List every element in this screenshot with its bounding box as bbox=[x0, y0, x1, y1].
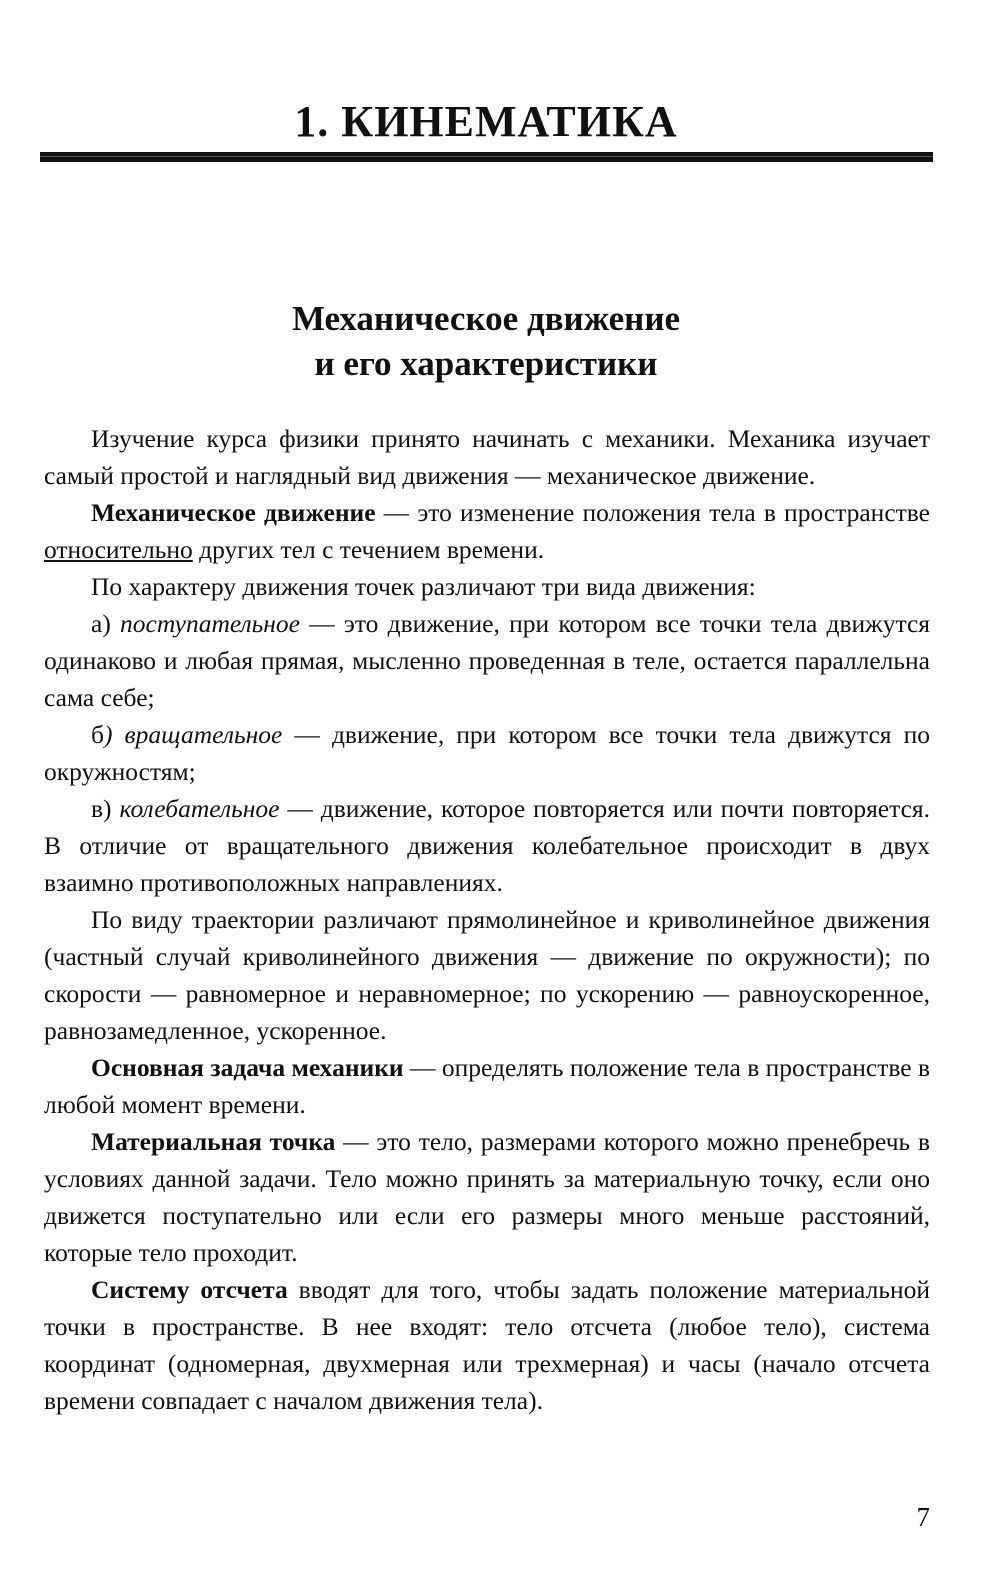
term-translational: поступательное bbox=[120, 609, 300, 638]
paragraph-definition-motion: Механическое движение — это изменение положения тела в пространстве относительно других тел с течением времени. bbox=[44, 498, 930, 564]
section-title bbox=[40, 296, 932, 386]
term-main-task: Основная задача механики bbox=[91, 1053, 404, 1082]
body-text bbox=[44, 420, 930, 1419]
chapter-title: 1. КИНЕМАТИКА bbox=[294, 97, 678, 146]
list-item-translational: а) поступательное — это движение, при котором все точки тела движутся одинаково и любая прямая, мысленно проведенная в теле, остается параллельна сама себе; bbox=[44, 609, 930, 712]
term-reference-frame: Систему отсчета bbox=[91, 1275, 288, 1304]
term-rotational: ) вращательное bbox=[103, 720, 283, 749]
title-divider bbox=[40, 152, 933, 162]
section-title-line-2: и его характеристики bbox=[314, 344, 658, 383]
paragraph-trajectory: По виду траектории различают прямолинейное и криволинейное движения (частный случай криволинейного движения — движение по окружности); по скорости — равномерное и неравномерное; по ускорению — равноускоренное, равнозамедленное, ускоренное. bbox=[44, 905, 930, 1045]
list-item-rotational: б) вращательное — движение, при котором все точки тела движутся по окружностям; bbox=[44, 720, 930, 786]
term-mechanical-motion: Механическое движение bbox=[91, 498, 376, 527]
section-title-line-1: Механическое движение bbox=[291, 299, 681, 338]
paragraph-main-task: Основная задача механики — определять положение тела в пространстве в любой момент времени. bbox=[44, 1053, 931, 1119]
paragraph-material-point: Материальная точка — это тело, размерами которого можно пренебречь в условиях данной задачи. Тело можно принять за материальную точку, если оно движется поступательно или если его размеры много меньше расстояний, которые тело проходит. bbox=[44, 1127, 930, 1267]
paragraph-reference-frame: Систему отсчета вводят для того, чтобы задать положение материальной точки в пространстве. В нее входят: тело отсчета (любое тело), система координат (одномерная, двухмерная или трехмерная) и часы (начало отсчета времени совпадает с началом движения тела). bbox=[44, 1275, 930, 1415]
underlined-word: относительно bbox=[44, 535, 193, 564]
term-oscillatory: колебательное bbox=[119, 794, 280, 823]
paragraph-intro: Изучение курса физики принято начинать с механики. Механика изучает самый простой и наглядный вид движения — механическое движение. bbox=[44, 424, 930, 490]
page-number: 7 bbox=[916, 1502, 930, 1532]
list-item-oscillatory: в) колебательное — движение, которое повторяется или почти повторяется. В отличие от вращательного движения колебательное происходит в двух взаимно противоположных направлениях. bbox=[44, 794, 930, 897]
term-material-point: Материальная точка bbox=[91, 1127, 336, 1156]
paragraph-types-intro: По характеру движения точек различают три вида движения: bbox=[91, 572, 756, 601]
